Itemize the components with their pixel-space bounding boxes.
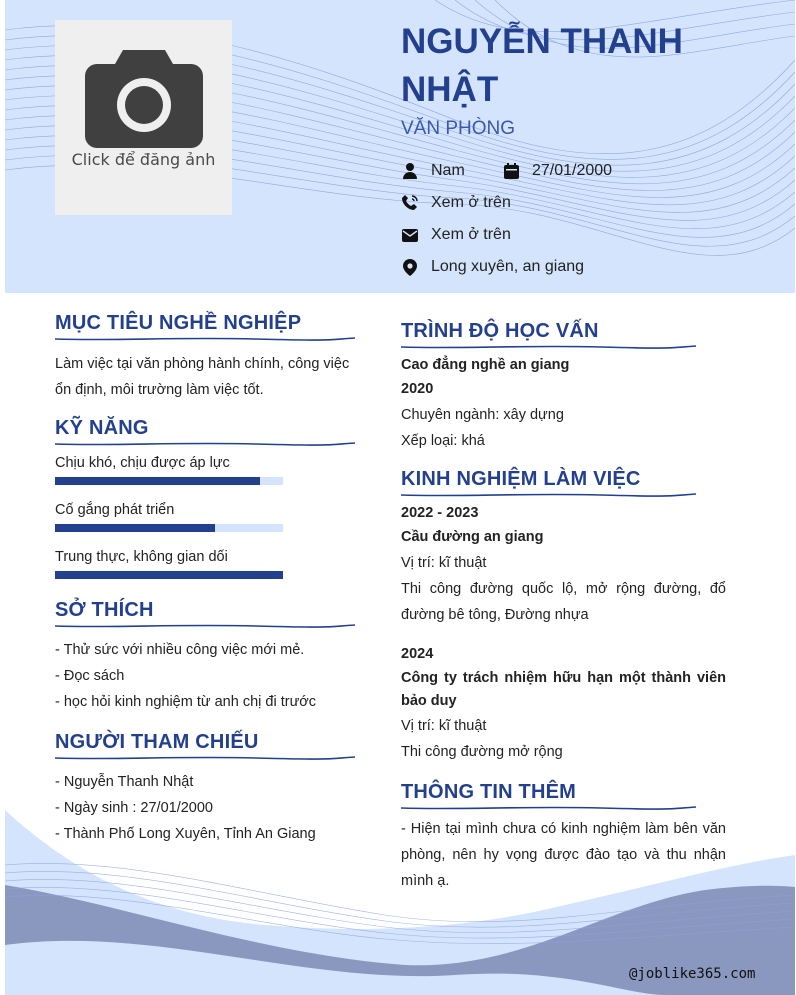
- camera-icon: [85, 48, 203, 148]
- extra-info-text: - Hiện tại mình chưa có kinh nghiệm làm bên văn phòng, nên hy vọng được đào tạo và thu nhận mình ạ.: [401, 821, 726, 889]
- header-banner: [5, 0, 795, 293]
- skill-bar: [55, 571, 283, 579]
- skill-bar-fill: [55, 571, 283, 579]
- objective-title: MỤC TIÊU NGHỀ NGHIỆP: [55, 312, 302, 334]
- skills-section: [55, 417, 365, 579]
- cv-page: [5, 0, 795, 995]
- email-row: [401, 226, 511, 244]
- references-section: [55, 731, 365, 847]
- education-title: TRÌNH ĐỘ HỌC VẤN: [401, 320, 599, 342]
- education-year: 2020: [401, 381, 434, 397]
- gender-row: [401, 162, 465, 180]
- job-description: Thi công đường mở rộng: [401, 744, 563, 760]
- phone-row: [401, 194, 511, 212]
- objective-text: Làm việc tại văn phòng hành chính, công việc ổn định, môi trường làm việc tốt.: [55, 356, 350, 398]
- objective-title-underline: [55, 336, 355, 342]
- photo-upload[interactable]: [55, 20, 232, 215]
- job-position: Vị trí: kĩ thuật: [401, 555, 487, 571]
- job-period: 2022 - 2023: [401, 505, 479, 521]
- experience-section: [401, 468, 726, 765]
- skill-label: Cố gắng phát triển: [55, 502, 175, 518]
- job-description: Thi công đường quốc lộ, mở rộng đường, đổ đường bê tông, Đường nhựa: [401, 581, 726, 623]
- hobbies-section: [55, 599, 365, 715]
- skill-bar: [55, 477, 283, 485]
- address-row: [401, 258, 584, 276]
- education-school: Cao đẳng nghề an giang: [401, 357, 570, 373]
- reference-item: - Nguyễn Thanh Nhật: [55, 774, 194, 790]
- job-period: 2024: [401, 646, 434, 662]
- gender-value: Nam: [431, 162, 465, 179]
- skills-title: KỸ NĂNG: [55, 417, 149, 439]
- calendar-icon: [502, 162, 520, 180]
- education-title-underline: [401, 344, 696, 350]
- reference-item: - Thành Phố Long Xuyên, Tỉnh An Giang: [55, 826, 316, 842]
- skill-label: Chịu khó, chịu được áp lực: [55, 455, 230, 471]
- candidate-role: VĂN PHÒNG: [401, 118, 516, 139]
- hobby-item: - học hỏi kinh nghiệm từ anh chị đi trước: [55, 694, 317, 710]
- address-value: Long xuyên, an giang: [431, 258, 585, 275]
- extra-info-section: [401, 781, 726, 894]
- job-company: Cầu đường an giang: [401, 529, 544, 545]
- extra-info-title-underline: [401, 805, 696, 811]
- extra-info-title: THÔNG TIN THÊM: [401, 781, 577, 803]
- hobbies-title: SỞ THÍCH: [55, 599, 154, 621]
- references-title-underline: [55, 755, 355, 761]
- education-major: Chuyên ngành: xây dựng: [401, 407, 564, 423]
- skills-title-underline: [55, 441, 355, 447]
- phone-value: Xem ở trên: [431, 194, 511, 211]
- location-pin-icon: [401, 258, 419, 276]
- experience-title: KINH NGHIỆM LÀM VIỆC: [401, 468, 641, 490]
- hobbies-title-underline: [55, 623, 355, 629]
- skill-item: [55, 500, 365, 532]
- experience-entry: [401, 500, 726, 628]
- job-position: Vị trí: kĩ thuật: [401, 718, 487, 734]
- hobby-item: - Thử sức với nhiều công việc mới mẻ.: [55, 642, 305, 658]
- phone-icon: [401, 194, 419, 212]
- dob-row: [502, 162, 612, 180]
- email-value: Xem ở trên: [431, 226, 511, 243]
- experience-title-underline: [401, 492, 696, 498]
- skill-bar: [55, 524, 283, 532]
- skill-label: Trung thực, không gian dối: [55, 549, 228, 565]
- left-column: [55, 312, 365, 847]
- education-section: [401, 320, 726, 454]
- education-grade: Xếp loại: khá: [401, 433, 485, 449]
- footer-brand: @joblike365.com: [629, 966, 756, 982]
- objective-section: [55, 312, 365, 403]
- dob-value: 27/01/2000: [532, 162, 613, 179]
- skill-bar-fill: [55, 477, 260, 485]
- experience-entry: [401, 641, 726, 765]
- candidate-name: NGUYỄN THANH NHẬT: [401, 22, 683, 109]
- reference-item: - Ngày sinh : 27/01/2000: [55, 800, 213, 816]
- skill-bar-fill: [55, 524, 215, 532]
- skill-item: [55, 453, 365, 485]
- references-title: NGƯỜI THAM CHIẾU: [55, 731, 259, 753]
- photo-upload-caption: Click để đăng ảnh: [71, 150, 216, 169]
- mail-icon: [401, 226, 419, 244]
- hobby-item: - Đọc sách: [55, 668, 125, 684]
- skill-item: [55, 547, 365, 579]
- right-column: [401, 320, 726, 894]
- user-icon: [401, 162, 419, 180]
- job-company: Công ty trách nhiệm hữu hạn một thành viên bảo duy: [401, 670, 726, 709]
